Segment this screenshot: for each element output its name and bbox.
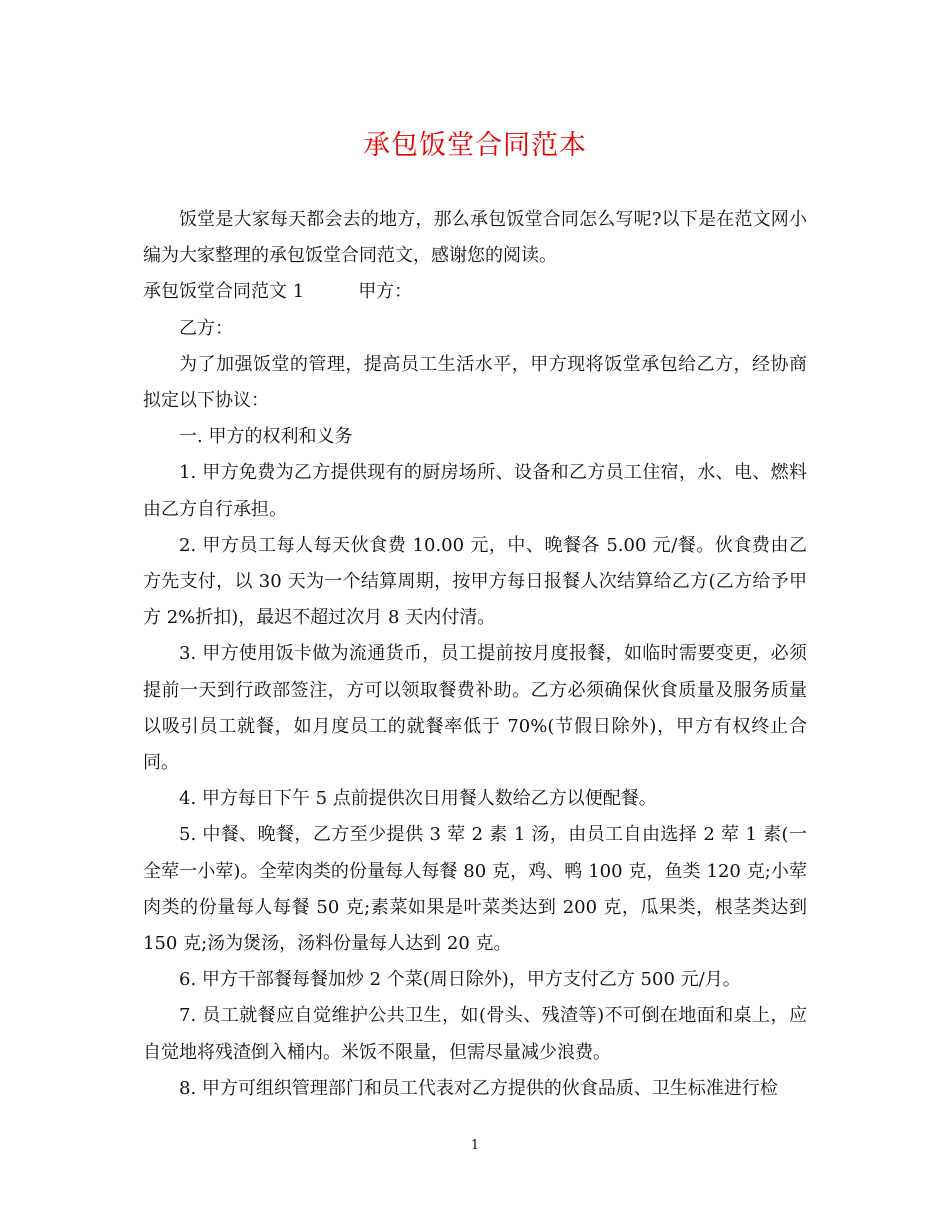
page-number: 1 <box>470 1138 480 1153</box>
clause-3: 3. 甲方使用饭卡做为流通货币，员工提前按月度报餐，如临时需要变更，必须提前一天到行政部签注，方可以领取餐费补助。乙方必须确保伙食质量及服务质量以吸引员工就餐，如月度员工的就餐率低于 70%(节假日除外)，甲方有权终止合同。 <box>143 643 807 774</box>
party-a-label: 甲方： <box>358 281 413 303</box>
clause-5: 5. 中餐、晚餐，乙方至少提供 3 荤 2 素 1 汤，由员工自由选择 2 荤 1 素(一全荤一小荤)。全荤肉类的份量每人每餐 80 克，鸡、鸭 100 克，鱼类 120 克;小荤肉类的份量每人每餐 50 克;素菜如果是叶菜类达到 200 克，瓜果类，根茎类达到 150 克;汤为煲汤，汤料份量每人达到 20 克。 <box>143 824 807 955</box>
clause-7: 7. 员工就餐应自觉维护公共卫生，如(骨头、残渣等)不可倒在地面和桌上，应自觉地将残渣倒入桶内。米饭不限量，但需尽量减少浪费。 <box>143 1005 807 1063</box>
clause-6: 6. 甲方干部餐每餐加炒 2 个菜(周日除外)，甲方支付乙方 500 元/月。 <box>179 969 741 991</box>
preamble-paragraph: 为了加强饭堂的管理，提高员工生活水平，甲方现将饭堂承包给乙方，经协商拟定以下协议： <box>143 353 807 412</box>
document-title: 承包饭堂合同范本 <box>363 130 587 161</box>
section-header-line <box>143 274 807 310</box>
clause-1: 1. 甲方免费为乙方提供现有的厨房场所、设备和乙方员工住宿，水、电、燃料由乙方自行承担。 <box>143 462 807 520</box>
clause-8: 8. 甲方可组织管理部门和员工代表对乙方提供的伙食品质、卫生标准进行检 <box>179 1077 778 1099</box>
spacer <box>304 274 358 310</box>
clause-4: 4. 甲方每日下午 5 点前提供次日用餐人数给乙方以便配餐。 <box>179 788 657 810</box>
clause-2: 2. 甲方员工每人每天伙食费 10.00 元，中、晚餐各 5.00 元/餐。伙食费由乙方先支付，以 30 天为一个结算周期，按甲方每日报餐人次结算给乙方(乙方给予甲方 2%折扣)，最迟不超过次月 8 天内付清。 <box>143 534 807 629</box>
section-title: 承包饭堂合同范文 1 <box>143 281 305 303</box>
document-body <box>143 202 807 1107</box>
party-b-label: 乙方： <box>179 317 233 339</box>
intro-paragraph: 饭堂是大家每天都会去的地方，那么承包饭堂合同怎么写呢?以下是在范文网小编为大家整理的承包饭堂合同范文，感谢您的阅读。 <box>143 209 807 267</box>
heading-rights-obligations: 一. 甲方的权利和义务 <box>179 426 353 448</box>
